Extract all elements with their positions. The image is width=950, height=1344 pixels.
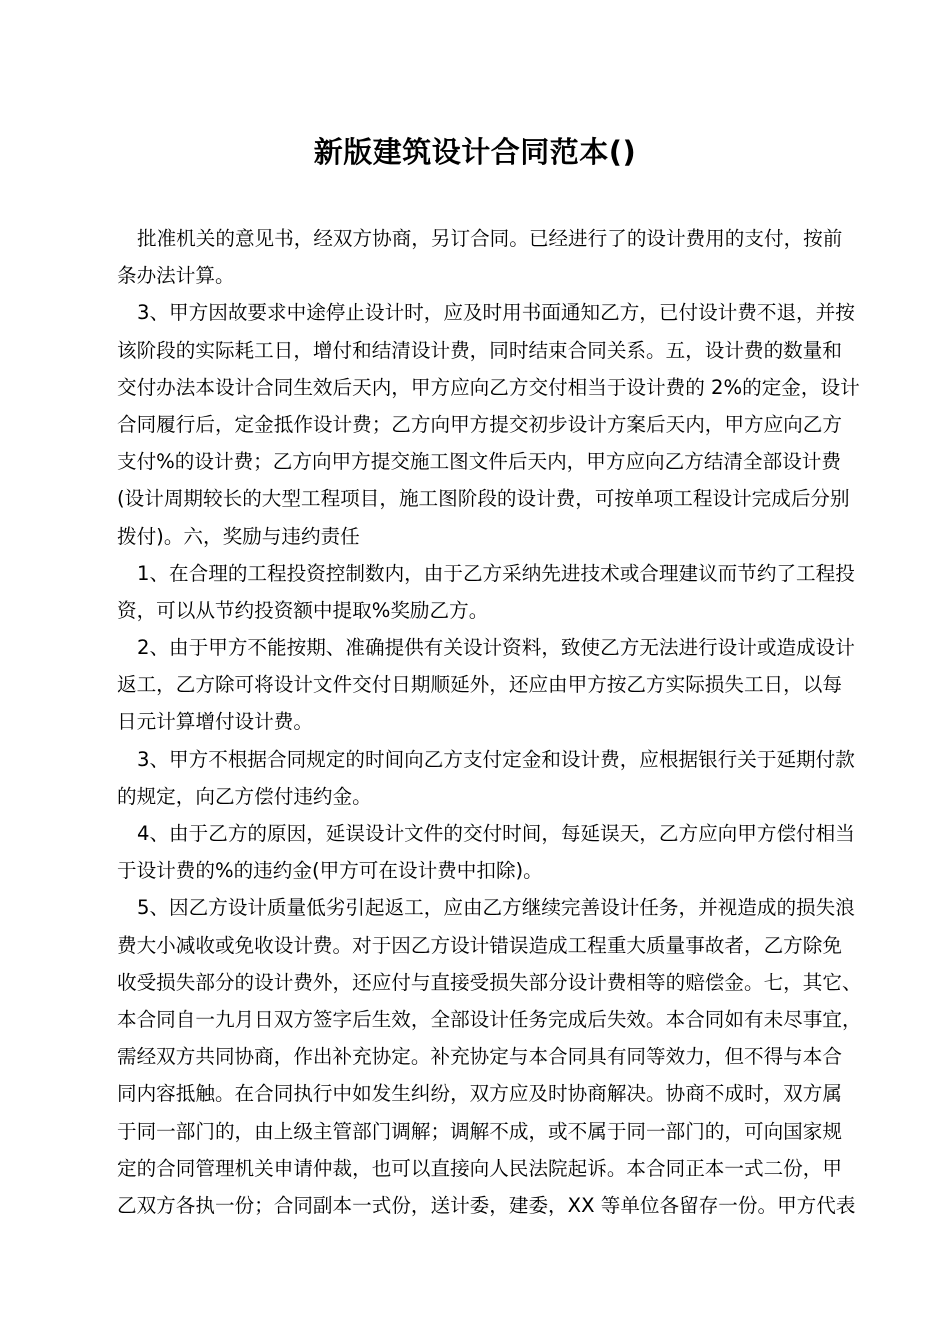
text-line: (设计周期较长的大型工程项目，施工图阶段的设计费，可按单项工程设计完成后分别 — [117, 487, 850, 511]
text-line: 定的合同管理机关申请仲裁，也可以直接向人民法院起诉。本合同正本一式二份，甲 — [117, 1156, 842, 1180]
text-line: 本合同自一九月日双方签字后生效，全部设计任务完成后失效。本合同如有未尽事宜， — [117, 1007, 862, 1031]
text-line: 费大小减收或免收设计费。对于因乙方设计错误造成工程重大质量事故者，乙方除免 — [117, 933, 842, 957]
text-line: 于同一部门的，由上级主管部门调解；调解不成，或不属于同一部门的，可向国家规 — [117, 1119, 842, 1143]
text-line: 资，可以从节约投资额中提取%奖励乙方。 — [117, 598, 489, 622]
text-line: 的规定，向乙方偿付违约金。 — [117, 784, 372, 808]
text-line: 条办法计算。 — [117, 264, 235, 288]
text-line: 支付%的设计费；乙方向甲方提交施工图文件后天内，甲方应向乙方结清全部设计费 — [117, 450, 841, 474]
text-line: 日元计算增付设计费。 — [117, 710, 313, 734]
text-line: 收受损失部分的设计费外，还应付与直接受损失部分设计费相等的赔偿金。七，其它、 — [117, 970, 862, 994]
text-line: 同内容抵触。在合同执行中如发生纠纷，双方应及时协商解决。协商不成时，双方属 — [117, 1082, 842, 1106]
text-line: 拨付)。六，奖励与违约责任 — [117, 524, 360, 548]
text-line: 乙双方各执一份；合同副本一式份，送计委，建委，XX 等单位各留存一份。甲方代表 — [117, 1193, 856, 1217]
text-line: 2、由于甲方不能按期、准确提供有关设计资料，致使乙方无法进行设计或造成设计 — [137, 636, 855, 660]
text-line: 交付办法本设计合同生效后天内，甲方应向乙方交付相当于设计费的 2%的定金，设计 — [117, 375, 860, 399]
text-line: 3、甲方因故要求中途停止设计时，应及时用书面通知乙方，已付设计费不退，并按 — [137, 301, 855, 325]
text-line: 批准机关的意见书，经双方协商，另订合同。已经进行了的设计费用的支付，按前 — [137, 227, 843, 250]
document-body — [117, 220, 862, 1224]
text-line: 返工，乙方除可将设计文件交付日期顺延外，还应由甲方按乙方实际损失工日，以每 — [117, 673, 842, 697]
text-line: 4、由于乙方的原因，延误设计文件的交付时间，每延误天，乙方应向甲方偿付相当 — [137, 822, 855, 845]
text-line: 1、在合理的工程投资控制数内，由于乙方采纳先进技术或合理建议而节约了工程投 — [137, 561, 855, 585]
text-line: 3、甲方不根据合同规定的时间向乙方支付定金和设计费，应根据银行关于延期付款 — [137, 747, 855, 771]
text-line: 该阶段的实际耗工日，增付和结清设计费，同时结束合同关系。五，设计费的数量和 — [117, 338, 842, 362]
text-line: 于设计费的%的违约金(甲方可在设计费中扣除)。 — [117, 859, 543, 883]
document-title: 新版建筑设计合同范本() — [313, 135, 637, 169]
text-line: 合同履行后，定金抵作设计费；乙方向甲方提交初步设计方案后天内，甲方应向乙方 — [117, 412, 842, 436]
text-line: 需经双方共同协商，作出补充协定。补充协定与本合同具有同等效力，但不得与本合 — [117, 1045, 842, 1069]
text-line: 5、因乙方设计质量低劣引起返工，应由乙方继续完善设计任务，并视造成的损失浪 — [137, 896, 855, 920]
